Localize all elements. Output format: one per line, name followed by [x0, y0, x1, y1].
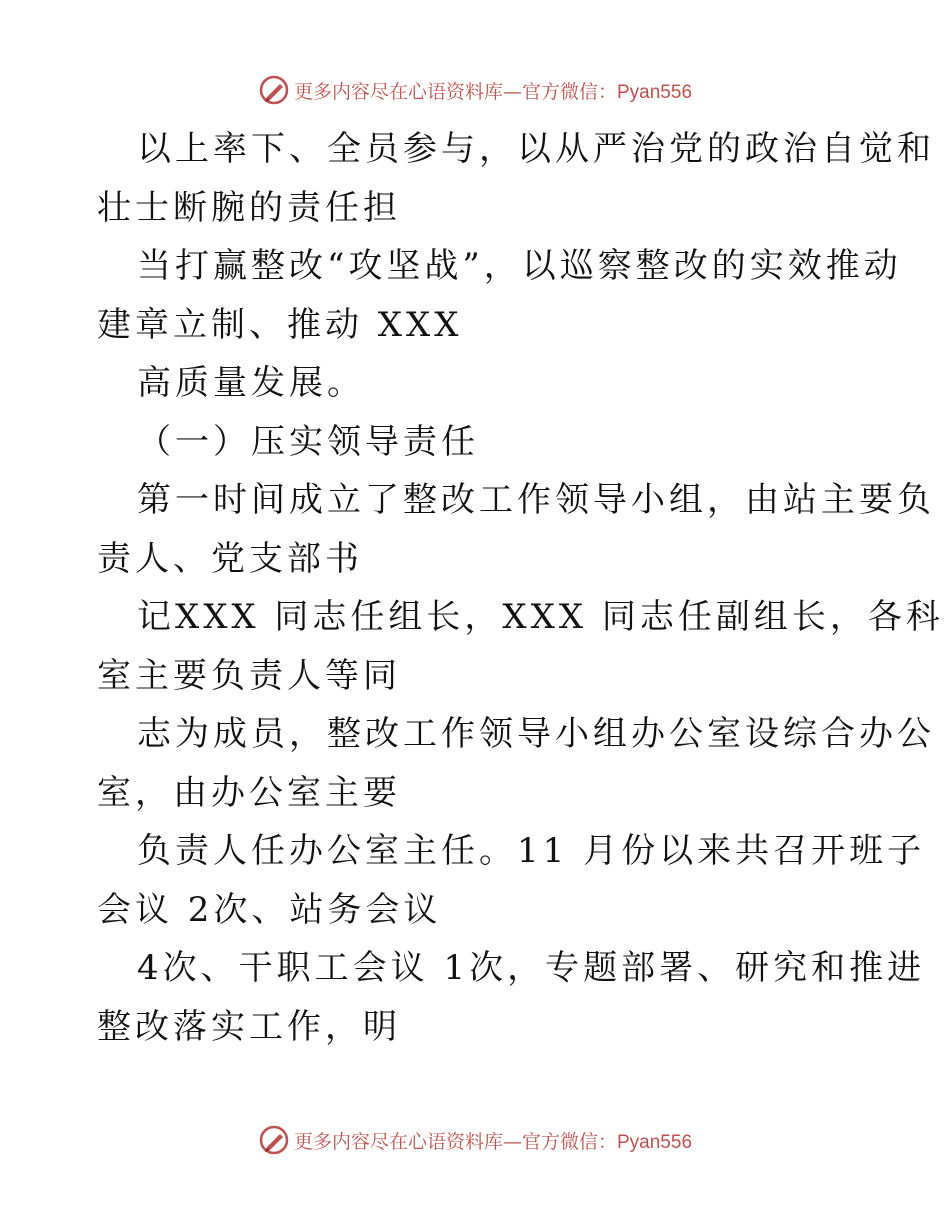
- pen-logo-icon: [258, 74, 290, 106]
- text-line: 会议 2次、站务会议: [97, 889, 442, 930]
- text-line: 第一时间成立了整改工作领导小组，由站主要负: [137, 480, 935, 520]
- footer-watermark-banner: [0, 1122, 950, 1158]
- text-line: 以上率下、全员参与，以从严治党的政治自觉和: [137, 129, 935, 169]
- document-body: [97, 120, 944, 1056]
- watermark-text: 更多内容尽在心语资料库—官方微信：Pyan556: [293, 80, 693, 103]
- section-heading: （一）压实领导责任: [137, 421, 479, 462]
- header-watermark-banner: [0, 72, 950, 108]
- text-line: 当打赢整改“攻坚战”，以巡察整改的实效推动: [137, 246, 902, 286]
- text-line: 壮士断腕的责任担: [97, 187, 401, 228]
- text-line: 4次、干职工会议 1次，专题部署、研究和推进: [137, 948, 926, 988]
- text-line: 整改落实工作，明: [97, 1006, 401, 1047]
- text-line: 记XXX 同志任组长，XXX 同志任副组长，各科: [137, 597, 944, 637]
- watermark-text: 更多内容尽在心语资料库—官方微信：Pyan556: [293, 1130, 693, 1153]
- text-line: 室，由办公室主要: [97, 772, 401, 813]
- pen-logo-icon: [258, 1124, 290, 1156]
- text-line: 建章立制、推动 XXX: [97, 304, 463, 345]
- text-line: 负责人任办公室主任。11 月份以来共召开班子: [137, 831, 926, 871]
- text-line: 志为成员，整改工作领导小组办公室设综合办公: [137, 714, 935, 754]
- text-line: 高质量发展。: [137, 363, 365, 403]
- text-line: 室主要负责人等同: [97, 655, 401, 696]
- text-line: 责人、党支部书: [97, 538, 363, 579]
